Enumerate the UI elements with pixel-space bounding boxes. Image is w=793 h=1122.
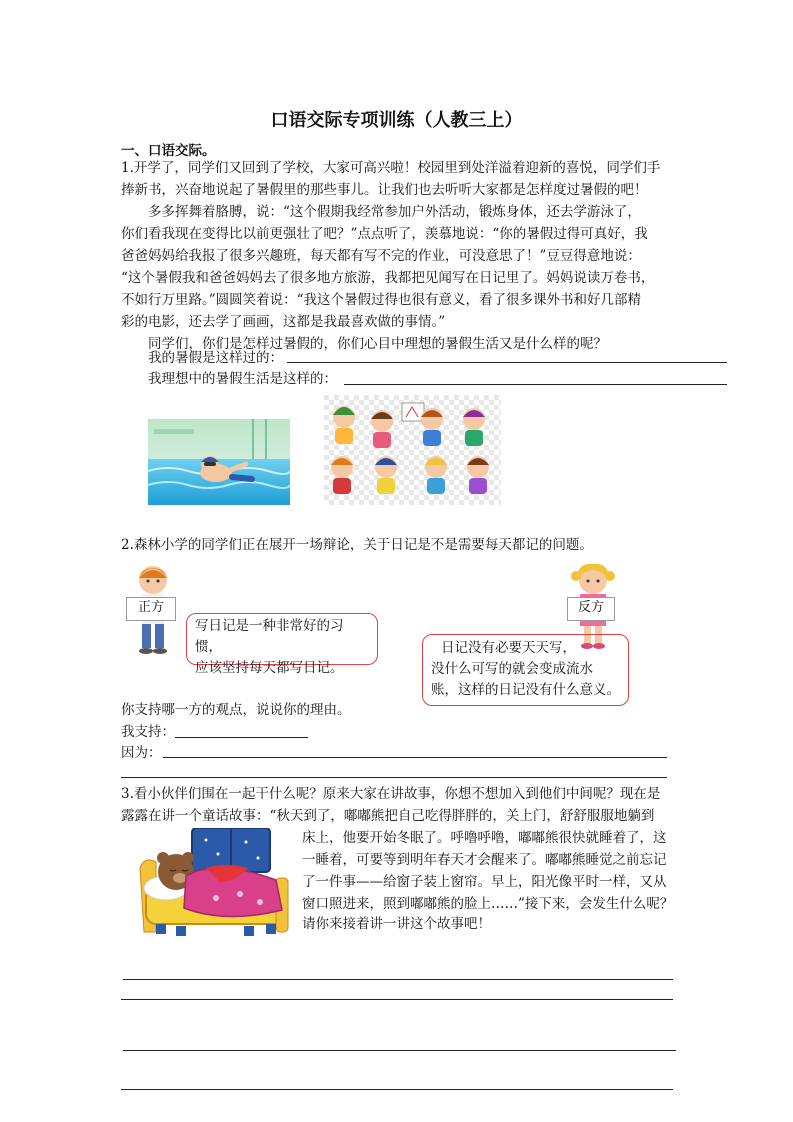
q1-line: 同学们，你们是怎样过暑假的，你们心目中理想的暑假生活又是什么样的呢？ (148, 336, 607, 352)
q1-line: 捧新书，兴奋地说起了暑假里的那些事儿。让我们也去听听大家都是怎样度过暑假的吧！ (121, 182, 648, 198)
pro-speech-bubble (186, 613, 378, 676)
con-bubble-line: 账，这样的日记没有什么意义。 (431, 682, 620, 698)
reason-answer-line[interactable] (163, 757, 667, 758)
q1-line: 多多挥舞着胳膊，说：“这个假期我经常参加户外活动，锻炼身体，还去学游泳了， (148, 204, 641, 220)
story-answer-line[interactable] (121, 999, 673, 1000)
q1-prompt-1: 我的暑假是这样过的： (148, 350, 283, 366)
children-activities-illustration (324, 395, 501, 505)
story-answer-line[interactable] (123, 979, 673, 980)
q1-line: 1.开学了，同学们又回到了学校，大家可高兴啦！校园里到处洋溢着迎新的喜悦，同学们手 (121, 160, 661, 176)
q3-line: 窗口照进来，照到嘟嘟熊的脸上……”接下来，会发生什么呢？ (302, 896, 674, 912)
q1-prompt-2: 我理想中的暑假生活是这样的： (148, 371, 337, 387)
reason-label: 因为： (121, 745, 162, 761)
support-answer-line[interactable] (175, 737, 308, 738)
section-heading: 一、口语交际。 (121, 143, 216, 159)
story-answer-line[interactable] (123, 1050, 676, 1051)
q3-line: 床上，他要开始冬眠了。呼噜呼噜，嘟嘟熊很快就睡着了，这 (302, 830, 667, 846)
con-bubble-line: 日记没有必要天天写， (441, 640, 576, 656)
q1-line: 你们看我现在变得比以前更强壮了吧？”点点听了，羡慕地说：“你的暑假过得可真好，我 (121, 226, 648, 242)
q2-intro: 2.森林小学的同学们正在展开一场辩论，关于日记是不是需要每天都记的问题。 (121, 537, 593, 553)
support-label: 我支持： (121, 724, 175, 740)
con-side-sign: 反方 (567, 597, 615, 621)
q3-line: 请你来接着讲一讲这个故事吧！ (302, 916, 491, 932)
con-speech-bubble (422, 634, 629, 706)
sleeping-bear-illustration (136, 828, 294, 940)
q3-line: 一睡着，可要等到明年春天才会醒来了。嘟嘟熊睡觉之前忘记 (302, 852, 667, 868)
pro-bubble-line: 写日记是一种非常好的习惯， (195, 618, 344, 655)
story-answer-line[interactable] (121, 1089, 673, 1090)
answer-line[interactable] (287, 362, 727, 363)
answer-line[interactable] (344, 384, 727, 385)
q3-line: 露露在讲一个童话故事：“秋天到了，嘟嘟熊把自己吃得胖胖的，关上门，舒舒服服地躺到 (121, 808, 655, 824)
q1-line: 彩的电影，还去学了画画，这都是我最喜欢做的事情。” (121, 314, 446, 330)
q2-ask: 你支持哪一方的观点，说说你的理由。 (121, 702, 351, 718)
q1-line: “这个暑假我和爸爸妈妈去了很多地方旅游，我都把见闻写在日记里了。妈妈说读万卷书， (121, 270, 655, 286)
pro-bubble-line: 应该坚持每天都写日记。 (195, 660, 344, 676)
page-title: 口语交际专项训练（人教三上） (270, 110, 523, 131)
q1-line: 爸爸妈妈给我报了很多兴趣班，每天都有写不完的作业，可没意思了！”豆豆得意地说： (121, 248, 641, 264)
pro-side-sign: 正方 (126, 597, 176, 621)
q1-line: 不如行万里路。”圆圆笑着说：“我这个暑假过得也很有意义，看了很多课外书和好几部精 (121, 292, 642, 308)
con-bubble-line: 没什么可写的就会变成流水 (431, 661, 593, 677)
swimming-illustration (148, 419, 290, 505)
q3-line: 3.看小伙伴们围在一起干什么呢？原来大家在讲故事，你想不想加入到他们中间呢？现在是 (121, 786, 661, 802)
q3-line: 了一件事——给窗子装上窗帘。早上，阳光像平时一样，又从 (302, 874, 667, 890)
reason-answer-line[interactable] (121, 777, 667, 778)
